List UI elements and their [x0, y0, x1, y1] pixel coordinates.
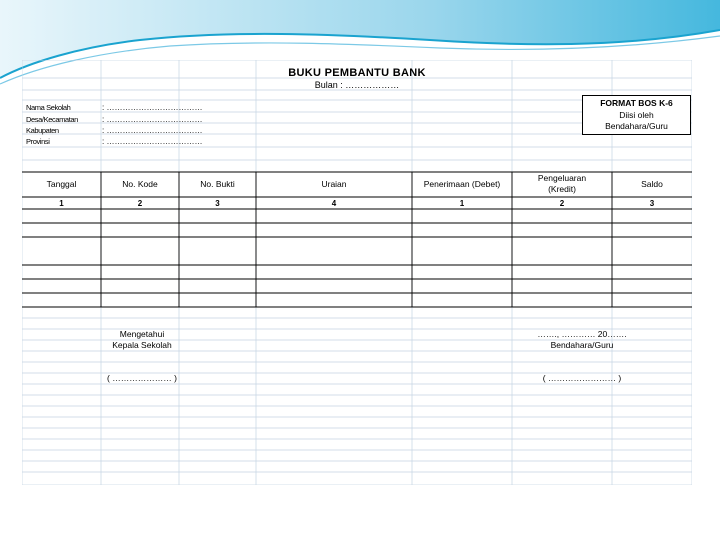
column-number-2: 2	[137, 199, 143, 208]
column-number-5: 1	[459, 199, 465, 208]
column-header-pengeluaran-line1: Pengeluaran	[537, 173, 587, 183]
column-header-saldo: Saldo	[641, 179, 663, 189]
column-number-7: 3	[649, 199, 655, 208]
column-header-uraian: Uraian	[321, 179, 347, 189]
page-title: BUKU PEMBANTU BANK	[288, 67, 426, 79]
info-label-province: Provinsi	[26, 137, 50, 146]
signature-right-date: ……., ………… 20…….	[537, 329, 627, 339]
info-label-regency: Kabupaten	[26, 126, 59, 135]
info-label-village: Desa/Kecamatan	[26, 115, 78, 124]
info-value-regency: : ………………………………	[102, 126, 203, 135]
column-number-1: 1	[59, 199, 64, 208]
info-value-province: : ………………………………	[102, 137, 203, 146]
column-number-3: 3	[215, 199, 220, 208]
column-header-pengeluaran-line2: (Kredit)	[548, 184, 576, 194]
format-box	[582, 95, 691, 135]
ledger-sheet	[22, 60, 692, 485]
format-note-line2: Bendahara/Guru	[605, 121, 668, 131]
column-header-tanggal: Tanggal	[46, 179, 77, 189]
info-label-school: Nama Sekolah	[26, 103, 71, 112]
signature-right-name: ( …………………… )	[542, 373, 622, 383]
signature-right-title: Bendahara/Guru	[550, 340, 614, 350]
column-header-no-kode: No. Kode	[122, 179, 158, 189]
info-value-village: : ………………………………	[102, 115, 203, 124]
signature-left-title: Kepala Sekolah	[112, 340, 172, 350]
format-code: FORMAT BOS K-6	[600, 98, 673, 108]
column-header-penerimaan: Penerimaan (Debet)	[423, 179, 501, 189]
info-value-school: : ………………………………	[102, 103, 203, 112]
month-field: Bulan : ………………	[314, 80, 400, 90]
column-header-no-bukti: No. Bukti	[200, 179, 235, 189]
column-number-6: 2	[559, 199, 565, 208]
signature-left-caption: Mengetahui	[119, 329, 165, 339]
column-number-4: 4	[331, 199, 337, 208]
signature-left-name: ( ………………… )	[107, 373, 177, 383]
format-note-line1: Diisi oleh	[619, 110, 654, 120]
